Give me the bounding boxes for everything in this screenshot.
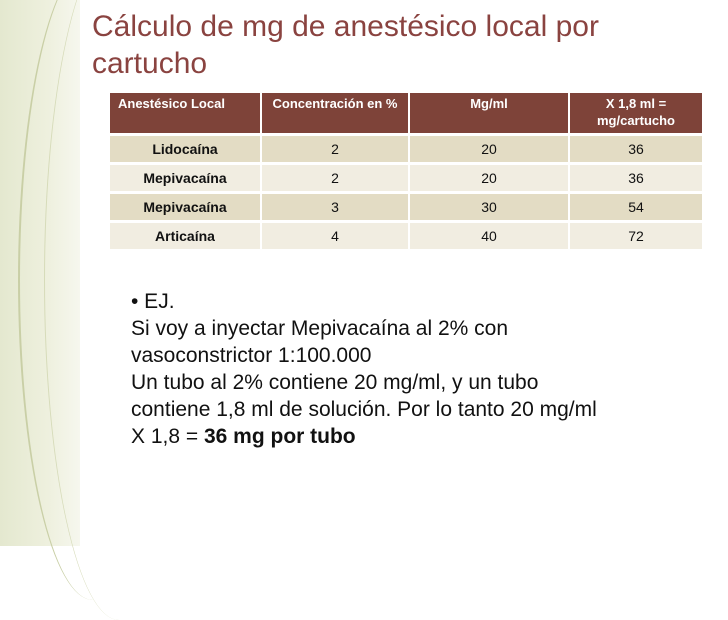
cell-mg-ml: 30 [409,193,569,222]
cell-mg-ml: 20 [409,164,569,193]
cell-concentracion: 3 [261,193,409,222]
table-row [110,135,702,164]
cell-mg-cartucho: 72 [569,222,702,250]
table-header-row [110,93,702,135]
header-concentracion: Concentración en % [261,93,409,135]
table-row [110,164,702,193]
header-mg-cartucho: X 1,8 ml = mg/cartucho [569,93,702,135]
cell-concentracion: 2 [261,164,409,193]
table-row [110,222,702,250]
cell-mg-ml: 40 [409,222,569,250]
result-value: 36 mg por tubo [203,425,356,448]
cell-mg-cartucho: 36 [569,135,702,164]
header-mg-ml: Mg/ml [409,93,569,135]
table-row [110,193,702,222]
cell-mg-cartucho: 36 [569,164,702,193]
result-prefix: X 1,8 = [131,425,204,448]
example-result-line [131,423,711,450]
cell-mg-cartucho: 54 [569,193,702,222]
cell-anestesico: Mepivacaína [110,193,261,222]
cell-concentracion: 2 [261,135,409,164]
example-line: contiene 1,8 ml de solución. Por lo tanto 20 mg/ml [131,398,597,421]
example-line: vasoconstrictor 1:100.000 [131,344,372,367]
example-bullet: • EJ. [131,290,175,313]
example-text-block [131,288,711,450]
cell-anestesico: Mepivacaína [110,164,261,193]
example-line: Si voy a inyectar Mepivacaína al 2% con [131,317,509,340]
cell-anestesico: Articaína [110,222,261,250]
cell-anestesico: Lidocaína [110,135,261,164]
header-anestesico: Anestésico Local [110,93,261,135]
cell-concentracion: 4 [261,222,409,250]
slide-title: Cálculo de mg de anestésico local por cartucho [92,10,599,80]
anesthetic-table [110,93,702,249]
example-line: Un tubo al 2% contiene 20 mg/ml, y un tubo [131,371,539,394]
cell-mg-ml: 20 [409,135,569,164]
